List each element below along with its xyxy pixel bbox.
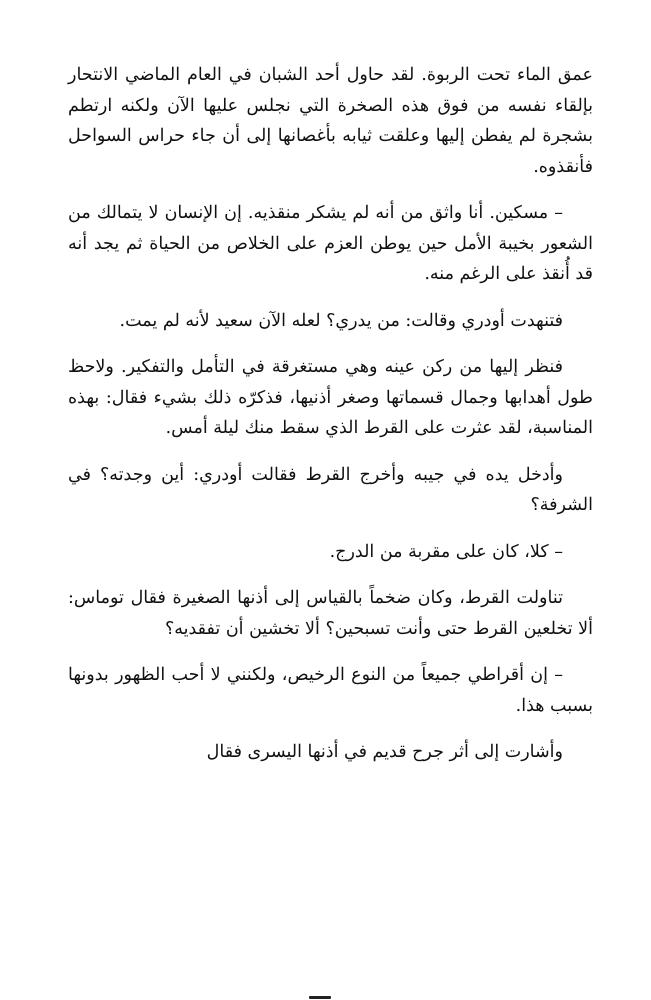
paragraph-8: – إن أقراطي جميعاً من النوع الرخيص، ولكنني لا أحب الظهور بدونها بسبب هذا. <box>68 665 593 716</box>
paragraph-5: وأدخل يده في جيبه وأخرج القرط فقالت أودري: أين وجدته؟ في الشرفة؟ <box>68 464 593 515</box>
cropped-page-number <box>300 992 340 1000</box>
paragraph-4: فنظر إليها من ركن عينه وهي مستغرقة في التأمل والتفكير. ولاحظ طول أهدابها وجمال قسماتها وصغر أذنيها، فذكرّه ذلك بشيء فقال: بهذه المناسبة، لقد عثرت على القرط الذي سقط منك ليلة أمس. <box>68 357 593 438</box>
paragraph-7: تناولت القرط، وكان ضخماً بالقياس إلى أذنها الصغيرة فقال توماس: ألا تخلعين القرط حتى وأنت تسبحين؟ ألا تخشين أن تفقديه؟ <box>68 588 593 639</box>
paragraph-3: فتنهدت أودري وقالت: من يدري؟ لعله الآن سعيد لأنه لم يمت. <box>119 310 563 331</box>
paragraph-2: – مسكين. أنا واثق من أنه لم يشكر منقذيه. إن الإنسان لا يتمالك من الشعور بخيبة الأمل حين يوطن العزم على الخلاص من الحياة ثم يجد أنه قد أُنقذ على الرغم منه. <box>68 203 593 284</box>
paragraph-6: – كلا، كان على مقربة من الدرج. <box>329 541 563 562</box>
cropped-page-number-mark <box>309 996 331 999</box>
paragraph-1: عمق الماء تحت الربوة. لقد حاول أحد الشبان في العام الماضي الانتحار بإلقاء نفسه من فوق هذه الصخرة التي نجلس عليها الآن ولكنه ارتطم بشجرة لم يفطن إليها وعلقت ثيابه بأغصانها إلى أن جاء حراس السواحل فأنقذوه. <box>68 65 593 177</box>
text-column <box>68 60 593 784</box>
paragraph-9: وأشارت إلى أثر جرح قديم في أذنها اليسرى فقال <box>206 742 563 762</box>
